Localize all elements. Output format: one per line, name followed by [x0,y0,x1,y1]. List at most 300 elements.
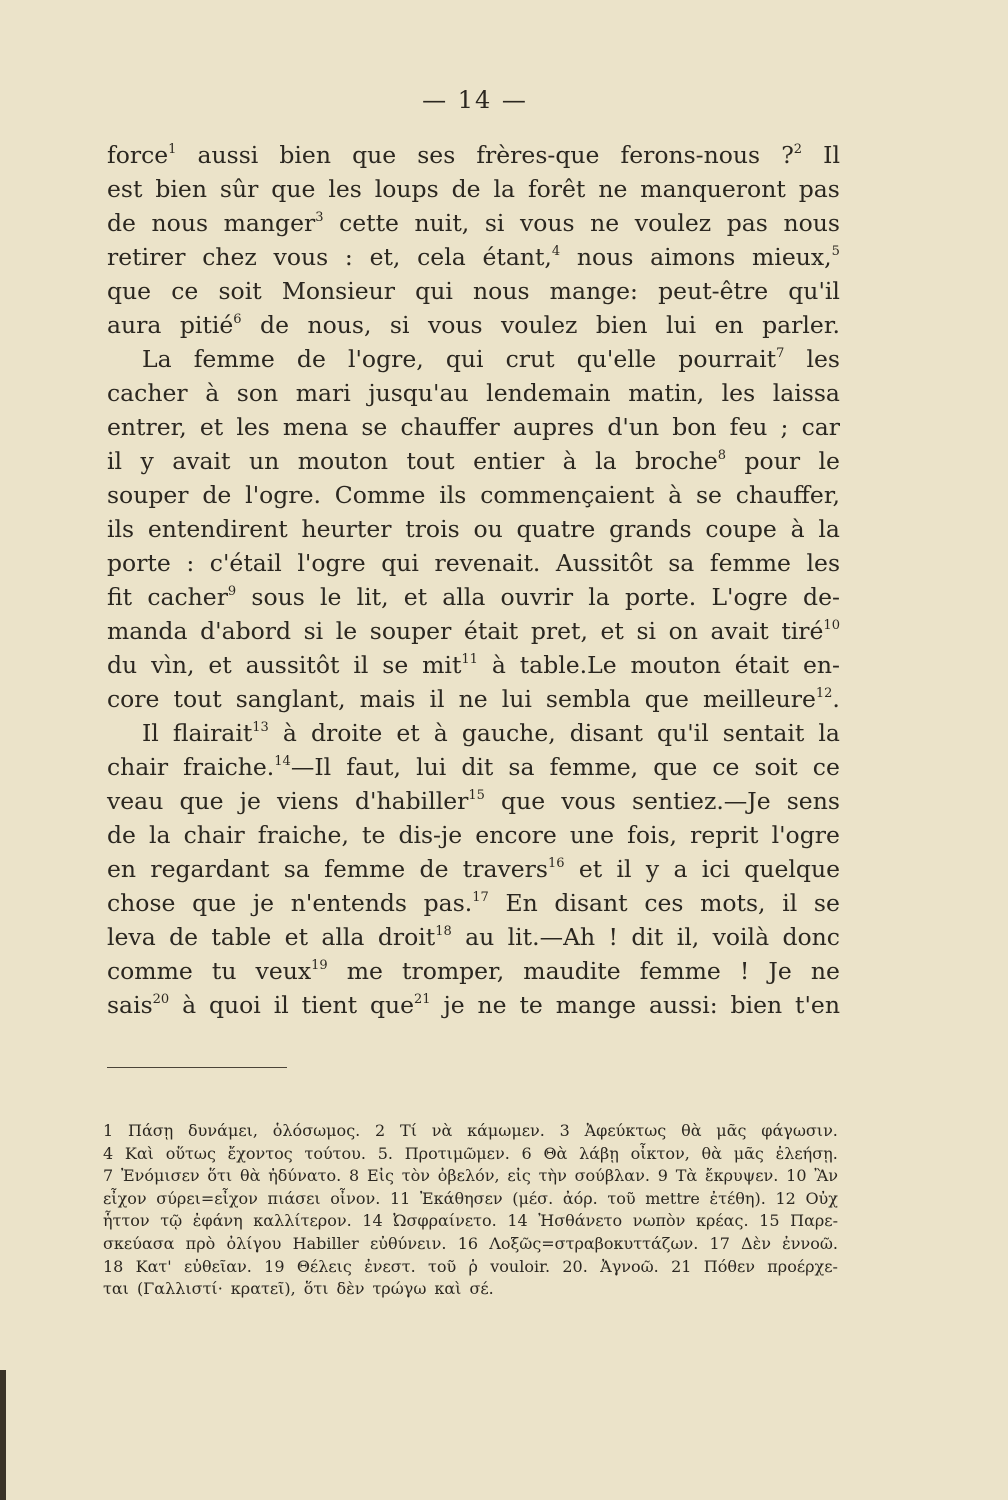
word: du [107,651,138,679]
text-line [107,308,840,342]
word: mange [555,991,637,1019]
word: qu'elle [576,345,657,373]
word: ! [739,957,750,985]
word: 1 [103,1121,114,1140]
word: femme [709,549,791,577]
word: Λοξῶς=στραβοκυττάζων. [489,1233,699,1253]
word: et [284,923,309,951]
word: ἐτέθη). [709,1188,766,1208]
word: οἶνον. [330,1188,381,1208]
footnote-ref: 20 [152,992,170,1007]
word: ἧττον [103,1211,150,1231]
word: τοῦ [427,1256,457,1276]
word: car [801,413,840,441]
word: 6 [521,1143,532,1163]
word: mari [295,379,351,407]
text-line [107,716,840,750]
word: 12 [775,1188,796,1208]
word: sa [508,753,535,781]
word: est [107,175,143,203]
word: d'un [607,413,660,441]
word: souper [369,617,452,645]
word: Τὰ [675,1166,698,1186]
text-line [107,750,840,784]
footnote-line [103,1256,838,1279]
word: à [562,447,577,475]
word: sentiez.—Je [631,787,771,815]
word: sa [283,855,310,883]
word: ils [439,481,467,509]
word: son [236,379,279,407]
word: à [282,719,297,747]
word: chair [183,821,245,849]
word: loups [374,175,439,203]
text-line [107,172,840,206]
word: manqueront [640,175,786,203]
main-text [107,138,840,1022]
word: ferons-nous [620,141,761,169]
word: entendirent [147,515,288,543]
word: il [353,651,369,679]
page-number: — 14 — [422,86,528,114]
word: Δὲν [741,1233,771,1253]
word: τὴν [538,1166,567,1186]
word: τρώγω [372,1279,427,1299]
word: 14 [507,1211,528,1231]
word: καλλίτερον. [253,1211,352,1231]
text-line [107,410,840,444]
word: Παρε- [790,1211,838,1231]
word: pas [726,209,768,237]
word: voilà [712,923,770,951]
word: ce [812,753,840,781]
footnote-ref: 16 [547,856,565,871]
word: κρέας. [695,1211,749,1231]
word: si [636,617,657,645]
word: heurter [301,515,392,543]
word: tient [301,991,358,1019]
word: 10 [786,1166,807,1186]
word: d'abord [200,617,292,645]
word: dit [461,753,494,781]
word: σύρει=εἶχον [156,1188,258,1208]
word: la [149,821,171,849]
word: mieux,$^5$ [752,243,840,271]
word: te [519,991,543,1019]
word: Il [142,719,159,747]
footnote-ref: 9 [227,584,237,599]
word: donc [782,923,840,951]
word: la [493,175,515,203]
text-line [107,614,840,648]
word: 21 [671,1256,692,1276]
word: table [211,923,272,951]
word: se [361,413,388,441]
word: ?$^2$ [781,141,803,169]
word: de- [803,583,840,611]
word: εὐθύνειν. [370,1233,447,1253]
word: qu'il [788,277,840,305]
word: gauche, [461,719,556,747]
word: peut-être [658,277,769,305]
footnote-ref: 1 [168,142,177,157]
word: forêt [527,175,586,203]
word: dit [631,923,664,951]
word: droit$^{18}$ [377,923,452,951]
word: l'ogre [297,549,366,577]
word: entrer, [107,413,187,441]
footnote-line [103,1188,838,1211]
word: ! [608,923,618,951]
word: εὐθεῖαν. [184,1256,252,1276]
word: nous [473,277,530,305]
footnote-ref: 13 [252,720,269,735]
word: qui [381,549,419,577]
word: il, [676,923,700,951]
word: 7 [103,1166,114,1186]
word: ses [417,141,456,169]
word: lendemain [486,379,611,407]
word: aura [107,311,162,339]
word: ὀλίγου [226,1233,282,1253]
word: veux$^{19}$ [255,957,328,985]
word: le [319,583,342,611]
word: le [335,617,358,645]
word: aimons [650,243,736,271]
word: si [389,311,410,339]
word: qui [415,277,453,305]
word: droite [310,719,383,747]
word: et [578,855,603,883]
word: bien [155,175,207,203]
word: ῥ [468,1256,478,1276]
word: νὰ [431,1121,453,1140]
word: lit.—Ah [507,923,596,951]
word: pitié$^6$ [179,311,242,339]
word: sembla [545,685,631,713]
footnote-ref: 7 [776,346,785,361]
text-line [107,342,840,376]
word: κάμωμεν. [467,1121,545,1140]
word: manda [107,617,188,645]
word: Τί [400,1121,417,1140]
word: chose [107,889,176,917]
word: καὶ [434,1279,462,1299]
word: en- [802,651,840,679]
word: ou [473,515,503,543]
word: et [600,617,624,645]
word: que [501,787,546,815]
word: vous [561,787,616,815]
word: mit$^{11}$ [422,651,478,679]
word: Θὰ [543,1143,568,1163]
word: Ὠσφραίνετο. [393,1211,497,1231]
word: et [208,651,232,679]
word: Habiller [292,1233,359,1253]
word: προέρχε- [767,1256,838,1276]
text-line [107,274,840,308]
word: 20. [562,1256,588,1276]
word: à [182,991,197,1019]
word: ὀβελόν, [437,1166,500,1186]
word: à [790,515,805,543]
footnote-ref: 14 [274,754,291,769]
word: μᾶς [733,1143,764,1163]
word: La [142,345,172,373]
word: leva [107,923,156,951]
word: bien [595,311,648,339]
word: Εἰς [367,1166,394,1186]
word: τούτου. [304,1143,366,1163]
word: étant,$^4$ [482,243,561,271]
word: les [806,549,840,577]
word: bon [672,413,717,441]
word: Ἂν [814,1166,838,1186]
footnote-line [103,1143,838,1166]
word: (Γαλλιστί· [136,1279,223,1299]
word: σκεύασα [103,1233,175,1253]
word: qui [445,345,484,373]
word: l'ogre. [245,481,321,509]
word: δὲν [336,1279,365,1299]
word: je [252,889,275,917]
text-line [107,784,840,818]
word: tu [211,957,237,985]
word: 17 [709,1233,730,1253]
word: voulez [501,311,578,339]
word: maudite [523,957,621,985]
word: femme [639,957,721,985]
word: était [463,617,519,645]
word: encore [475,821,557,849]
footnote-ref: 17 [472,890,489,905]
word: Πάσῃ [127,1121,174,1140]
word: L'ogre [711,583,788,611]
word: ne [477,991,507,1019]
word: veau [107,787,164,815]
text-line [107,546,840,580]
word: ἠδύνατο. [268,1166,342,1186]
footnote-line [103,1210,838,1233]
word: que [644,685,689,713]
footnote-ref: 8 [717,448,727,463]
word: sous [251,583,305,611]
word: les [806,345,840,373]
word: 11 [389,1188,411,1208]
text-line [107,206,840,240]
word: qu'il [657,719,709,747]
word: d'habiller$^{15}$ [354,787,485,815]
word: core [107,685,160,713]
word: ἔκρυψεν. [704,1166,779,1186]
footnote-line [103,1165,838,1188]
word: de [202,481,232,509]
word: Προτιμῶμεν. [404,1143,510,1163]
word: de [451,175,481,203]
word: 14 [362,1211,383,1231]
word: sais$^{20}$ [107,991,170,1019]
word: En [505,889,538,917]
word: θὰ [701,1143,722,1163]
word: σέ. [469,1279,494,1299]
word: ; [780,413,789,441]
word: si [484,209,505,237]
text-line [107,138,840,172]
word: chez [202,243,257,271]
word: les [721,379,756,407]
word: à [433,719,448,747]
word: force$^1$ [107,141,177,169]
word: la [595,447,617,475]
word: les [236,413,270,441]
word: ται [103,1279,129,1299]
scan-edge-shadow [0,1370,6,1500]
word: fit [107,583,133,611]
word: Il [823,141,840,169]
word: νωπὸν [632,1211,686,1231]
word: porte [107,549,171,577]
word: aussi [197,141,259,169]
word: aupres [512,413,595,441]
word: ces [644,889,684,917]
word: manger$^3$ [223,209,324,237]
footnote-ref: 12 [815,686,833,701]
word: ne [458,685,488,713]
word: à [668,481,683,509]
word: il [273,991,289,1019]
word: lui [665,311,697,339]
word: que [653,753,698,781]
word: Πόθεν [703,1256,755,1276]
word: table.Le [519,651,617,679]
word: ὁλόσωμος. [272,1121,361,1140]
word: crut [505,345,555,373]
footnote-ref: 6 [233,312,242,327]
word: pas.$^{17}$ [423,889,489,917]
word: 16 [457,1233,479,1253]
word: grands [609,515,692,543]
word: vous [519,209,575,237]
word: y [140,447,154,475]
word: sanglant, [235,685,346,713]
word: Ἀφεύκτως [584,1121,667,1140]
word: ὅτι [303,1279,329,1299]
footnote-ref: 18 [435,924,452,939]
footnote-line [103,1233,838,1256]
word: que [107,277,152,305]
word: ils [107,515,135,543]
word: sentait [722,719,805,747]
word: se [382,651,409,679]
word: : [186,549,195,577]
footnote-divider [107,1067,287,1068]
word: et [403,583,428,611]
word: 5. [377,1143,393,1163]
word: viens [276,787,339,815]
footnote-ref: 2 [793,142,803,157]
word: on [668,617,698,645]
word: Je [768,957,792,985]
word: nous, [307,311,372,339]
word: Κατ' [135,1256,172,1276]
word: se [813,889,840,917]
text-line [107,682,840,716]
word: de [419,855,449,883]
word: Aussitôt [555,549,653,577]
word: la [818,719,840,747]
text-line [107,886,840,920]
word: un [248,447,280,475]
word: l'ogre [771,821,840,849]
word: frères-que [476,141,600,169]
word: de [107,209,136,237]
word: au [465,923,495,951]
word: πρὸ [185,1233,216,1253]
word: que [271,175,316,203]
word: a [673,855,688,883]
word: de [296,345,326,373]
text-line [107,580,840,614]
word: mettre [645,1188,700,1208]
footnote-ref: 5 [831,244,840,259]
word: lui [501,685,532,713]
word: et, [369,243,401,271]
word: te [362,821,386,849]
word: t'en [795,991,840,1019]
word: 15 [759,1211,780,1231]
word: les [328,175,362,203]
word: fraiche, [257,821,349,849]
word: Ἀγνοῶ. [600,1256,659,1276]
word: 19 [264,1256,285,1276]
word: femme, [549,753,639,781]
word: l'ogre, [347,345,424,373]
text-line [107,852,840,886]
word: mais [359,685,416,713]
word: Monsieur [281,277,396,305]
word: porte. [625,583,697,611]
word: chauffer, [735,481,840,509]
word: quelque [744,855,840,883]
word: de [107,821,136,849]
text-line [107,954,840,988]
word: de [260,311,289,339]
word: ὅτι [207,1166,233,1186]
word: φάγωσιν. [761,1121,838,1140]
word: 8 [349,1166,360,1186]
word: n'entends [290,889,407,917]
footnote-ref: 3 [315,210,324,225]
word: pourrait$^7$ [678,345,785,373]
word: ici [701,855,730,883]
word: que [352,141,397,169]
footnotes [103,1120,838,1301]
word: ἐνεστ. [364,1256,416,1276]
word: οἶκτον, [630,1143,690,1163]
text-line [107,240,840,274]
word: Θέλεις [296,1256,352,1276]
word: ἐλεήσῃ. [775,1143,838,1163]
word: regardant [150,855,270,883]
word: fraiche.$^{14}$—Il [183,753,332,781]
word: aussitôt [245,651,340,679]
word: 9 [657,1166,668,1186]
word: ne [590,209,620,237]
word: vous [427,311,483,339]
word: retirer [107,243,186,271]
text-line [107,444,840,478]
word: θὰ [239,1166,261,1186]
